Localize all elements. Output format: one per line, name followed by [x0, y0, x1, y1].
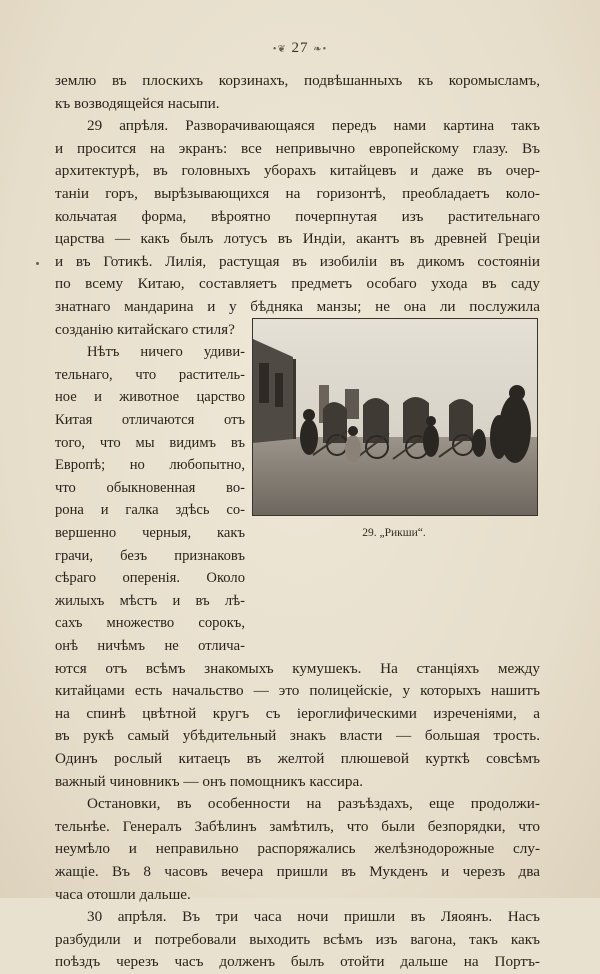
text-line: 30 апрѣля. Въ три часа ночи пришли въ Ляоянъ. Насъ: [87, 908, 540, 926]
text-line: разбудили и потребовали выходить всѣмъ изъ вагона, такъ какъ: [55, 930, 540, 948]
side-text-line: Китая отличаются отъ: [55, 412, 245, 428]
side-text-line: жилыхъ мѣстъ и въ лѣ-: [55, 592, 245, 609]
side-text-line: вершенно черныя, какъ: [55, 525, 245, 541]
text-line: таніи горъ, вырѣзывающихся на горизонтѣ, преобладаетъ коло-: [55, 185, 540, 202]
page-header: [0, 40, 600, 57]
header-ornament-right: ❧•: [313, 44, 328, 55]
text-line: землю въ плоскихъ корзинахъ, подвѣшанныхъ къ коромысламъ,: [55, 72, 540, 89]
text-line: часа отошли дальше.: [55, 885, 191, 903]
text-line: къ возводящейся насыпи.: [55, 94, 220, 112]
page-number: 27: [291, 40, 309, 56]
text-line: и просится на экранъ: все непривычно европейскому глазу. Въ: [55, 139, 540, 157]
side-text-line: Европѣ; но любопытно,: [55, 457, 245, 474]
margin-speck: [36, 262, 39, 265]
side-text-line: сѣраго оперенія. Около: [55, 570, 245, 587]
text-line: архитектурѣ, въ головныхъ уборахъ китайцевъ и даже въ очер-: [55, 162, 540, 180]
rickshaw-photograph: [252, 318, 538, 516]
side-text-line: рона и галка здѣсь со-: [55, 502, 245, 519]
text-line: по всему Китаю, составляетъ предметъ особаго ухода въ саду: [55, 275, 540, 293]
side-text-line: того, что мы видимъ въ: [55, 434, 245, 451]
text-line: знатнаго мандарина и у бѣдняка манзы; не она ли послужила: [55, 298, 540, 315]
text-line: важный чиновникъ — онъ помощникъ кассира.: [55, 772, 364, 790]
text-line: жащіе. Въ 8 часовъ вечера пришли въ Мукденъ и черезъ два: [55, 863, 540, 880]
text-line: ются отъ всѣмъ знакомыхъ кумушекъ. На станціяхъ между: [55, 659, 540, 677]
text-line: 29 апрѣля. Разворачивающаяся передъ нами картина такъ: [87, 117, 540, 135]
text-line: царства — какъ былъ лотусъ въ Индіи, акантъ въ древней Греціи: [55, 230, 540, 248]
side-text-line: сахъ множество сорокъ,: [55, 615, 245, 632]
text-line: тельнѣе. Генералъ Забѣлинъ замѣтилъ, что были безпорядки, что: [55, 817, 540, 835]
side-text-line: тельнаго, что раститель-: [55, 366, 245, 383]
text-line: и въ Готикѣ. Лилія, растущая въ изобиліи въ дикомъ состояніи: [55, 252, 540, 270]
header-ornament-left: •❦: [272, 44, 287, 55]
text-line: на спинѣ цвѣтной кругъ съ іероглифическими изреченіями, а: [55, 704, 540, 722]
text-line: созданію китайскаго стиля?: [55, 320, 235, 338]
text-line: кольчатая форма, вѣроятно почерпнутая изъ растительнаго: [55, 207, 540, 225]
text-line: въ рукѣ самый убѣдительный знакъ власти — большая трость.: [55, 727, 540, 745]
text-line: Остановки, въ особенности на разъѣздахъ, еще продолжи-: [87, 795, 540, 813]
side-text-line: что обыкновенная во-: [55, 479, 245, 496]
photo-caption: 29. „Рикши“.: [362, 527, 426, 539]
text-line: Одинъ рослый китаецъ въ желтой плюшевой курткѣ совсѣмъ: [55, 750, 540, 767]
text-line: неумѣло и неправильно распоряжались желѣзнодорожные слу-: [55, 840, 540, 858]
text-line: китайцами есть начальство — это полицейскіе, у которыхъ нашитъ: [55, 682, 540, 700]
text-line: поѣздъ черезъ часъ долженъ былъ отойти дальше на Портъ-: [55, 953, 540, 971]
side-text-line: грачи, безъ признаковъ: [55, 547, 245, 564]
photo-illustration: [253, 319, 537, 515]
side-text-line: онѣ ничѣмъ не отлича-: [55, 638, 245, 654]
side-text-line: Нѣтъ ничего удиви-: [87, 344, 245, 361]
side-text-line: ное и животное царство: [55, 389, 245, 406]
